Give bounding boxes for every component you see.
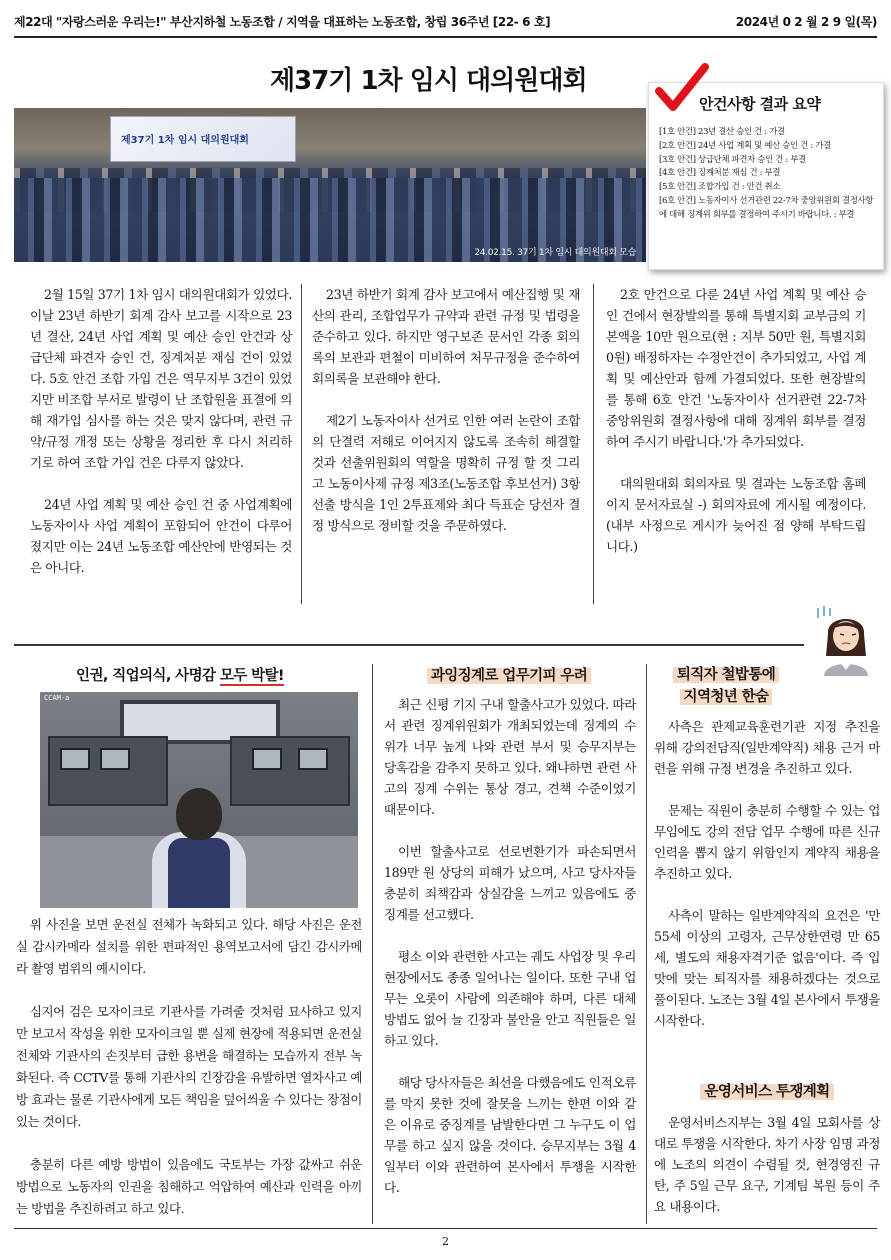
paragraph: 제2기 노동자이사 선거로 인한 여러 논란이 조합의 단결력 저해로 이어지지 않도록 조속히 해결할 것과 선출위원회의 역할을 명확히 규정 할 것 그리고 노동이사제 규정 제3조(노동조합 후보선거) 3항 선출 방식을 1인 2투표제와 최다 득표순 당선자 결정 방식으로 정비할 것을 주문하였다.	[312, 413, 580, 533]
masthead-rule	[14, 36, 877, 38]
masthead-issue: 제22대 "자랑스러운 우리는!" 부산지하철 노동조합 / 지역을 대표하는 노동조합, 창립 36주년 [22- 6 호]	[14, 14, 551, 29]
event-banner	[110, 116, 296, 162]
monitor-screen	[100, 748, 130, 770]
summary-item: [3호 안건] 상급단체 파견자 승인 건 : 부결	[659, 153, 806, 164]
summary-list	[659, 125, 877, 222]
article2-title	[30, 664, 330, 685]
paragraph: 운영서비스지부는 3월 4일 모회사를 상대로 투쟁을 시작한다. 차기 사장 임명 과정에 노조의 의견이 수렴될 것, 현경영진 규탄, 주 5일 근무 요구, 기계팀 복원 등이 주요 내용이다.	[654, 1115, 880, 1214]
monitor-screen	[60, 748, 90, 770]
monitor-screen	[298, 748, 328, 770]
paragraph: 심지어 검은 모자이크로 기관사를 가려줄 것처럼 묘사하고 있지만 보고서 작성을 위한 모자이크일 뿐 실제 현장에 적용되면 운전실 전체와 기관사의 손짓부터 급한 용변을 해결하는 모습까지 전부 녹화된다. 즉 CCTV를 통해 기관사의 긴장감을 유발하면 열차사고 예방 효과는 물론 기관사에게 모든 책임을 덮어씌울 수 있다는 장점이 있는 것이다.	[16, 1004, 362, 1129]
article1-column-3	[606, 284, 866, 557]
masthead-date: 2024년 0 2 월 2 9 일(목)	[735, 14, 877, 29]
article4-body	[654, 716, 880, 1031]
agenda-summary-card	[648, 82, 884, 270]
operator-vest	[168, 838, 230, 908]
article4-title-line2: 지역청년 한숨	[680, 689, 773, 705]
article3-body	[384, 694, 636, 1198]
control-panel-left	[48, 736, 168, 806]
paragraph: 23년 하반기 회계 감사 보고에서 예산집행 및 재산의 관리, 조합업무가 규약과 관련 규정 및 법령을 준수하고 있다. 하지만 영구보존 문서인 각종 회의록의 보관과 편철이 미비하여 처무규정을 준수하여 회의록을 보관해야 한다.	[312, 287, 580, 386]
article4-title	[652, 664, 800, 708]
article5-title	[654, 1080, 880, 1101]
column-divider	[593, 284, 594, 604]
page-number: 2	[442, 1235, 449, 1248]
article1-column-1	[30, 284, 292, 578]
assembly-photo	[14, 108, 646, 262]
summary-item: [4호 안건] 징계처분 재심 건 : 부결	[659, 167, 781, 178]
article1-column-2	[312, 284, 580, 536]
article2-title-emphasis: 모두 박탈!	[219, 668, 284, 684]
driver-cab-photo	[40, 692, 358, 908]
paragraph: 2월 15일 37기 1차 임시 대의원대회가 있었다. 이날 23년 하반기 회계 감사 보고를 시작으로 23년 결산, 24년 사업 계획 및 예산 승인 안건과 상급단체 파견자 승인 건, 징계처분 재심 건이 있었다. 5호 안건 조합 가입 건은 역무지부 3건이 있었지만 비조합 부서로 발령이 난 조합원을 표결에 의해 재가입 심사를 하는 것은 맞지 않다며, 관련 규약/규정 개정 또는 상황을 정리한 후 다시 처리하기로 하여 조합 가입 건은 다루지 않았다.	[30, 287, 292, 470]
column-divider	[301, 284, 302, 604]
column-divider	[646, 664, 647, 1224]
article5-title-text: 운영서비스 투쟁계획	[700, 1084, 833, 1100]
footer-rule	[14, 1228, 877, 1229]
paragraph: 사측은 관제교육훈련기관 지정 추진을 위해 강의전담직(일반계약직) 채용 근거 마련을 위해 규정 변경을 추진하고 있다.	[654, 719, 880, 776]
article3-title-text: 과잉징계로 업무기피 우려	[427, 668, 591, 684]
paragraph: 최근 신평 기지 구내 할출사고가 있었다. 따라서 관련 징계위원회가 개최되었는데 징계의 수위가 너무 높게 나와 관련 부서 및 승무지부는 당혹감을 감추지 못하고 있다. 왜냐하면 관련 사고의 징계 수위는 통상 경고, 견책 수준이었기 때문이다.	[384, 697, 636, 817]
paragraph: 사측이 말하는 일반계약직의 요건은 '만 55세 이상의 고령자, 근무상한연령 만 65세, 별도의 채용자격기준 없음'이다. 즉 입맛에 맞는 퇴직자를 채용하겠다는 것으로 풀이된다. 노조는 3월 4일 본사에서 투쟁을 시작한다.	[654, 908, 880, 1028]
summary-item: [5호 안건] 조합가입 건 : 안건 취소	[659, 181, 781, 192]
article2-body	[16, 914, 362, 1220]
event-banner-text: 제37기 1차 임시 대의원대회	[121, 135, 249, 146]
masthead	[14, 8, 877, 34]
paragraph: 평소 이와 관련한 사고는 궤도 사업장 및 우리 현장에서도 종종 일어나는 일이다. 또한 구내 업무는 오롯이 사람에 의존해야 하며, 다른 대체 방법도 없어 늘 긴장과 불안을 안고 직원들은 일하고 있다.	[384, 949, 636, 1048]
paragraph: 해당 당사자들은 최선을 다했음에도 인적오류를 막지 못한 것에 잘못을 느끼는 한편 이와 같은 이유로 중징계를 남발한다면 그 누구도 이 업무를 하고 싶지 않을 것이다. 승무지부는 3월 4일부터 이와 관련하여 본사에서 투쟁을 시작한다.	[384, 1075, 636, 1195]
paragraph: 대의원대회 회의자료 및 결과는 노동조합 홈페이지 문서자료실 -) 회의자료에 게시될 예정이다.(내부 사정으로 게시가 늦어진 점 양해 부탁드립니다.)	[606, 476, 866, 554]
summary-item: [2호 안건] 24년 사업 계획 및 예산 승인 건 : 가결	[659, 139, 831, 150]
monitor-screen	[252, 748, 282, 770]
paragraph: 이번 할출사고로 선로변환기가 파손되면서 189만 원 상당의 피해가 났으며, 사고 당사자들 충분히 죄책감과 상실감을 느끼고 있음에도 중징계를 선고했다.	[384, 844, 636, 922]
paragraph: 충분히 다른 예방 방법이 있음에도 국토부는 가장 값싸고 쉬운 방법으로 노동자의 인권을 침해하고 억압하여 예산과 인력을 아끼는 방법을 추진하려고 하고 있다.	[16, 1157, 362, 1216]
paragraph: 위 사진을 보면 운전실 전체가 녹화되고 있다. 해당 사진은 운전실 감시카메라 설치를 위한 편파적인 용역보고서에 담긴 감시카메라 촬영 범위의 예시이다.	[16, 917, 362, 976]
operator-head	[176, 788, 222, 840]
camera-label: CCAM-a	[44, 694, 70, 702]
photo-caption: 24.02.15. 37기 1차 임시 대의원대회 모습	[474, 248, 636, 258]
article3-title	[384, 664, 634, 685]
article2-title-main: 인권, 직업의식, 사명감	[76, 668, 220, 684]
summary-item: [1호 안건] 23년 결산 승인 건 : 가결	[659, 126, 785, 136]
paragraph: 24년 사업 계획 및 예산 승인 건 중 사업계획에 노동자이사 사업 계획이 포함되어 안건이 다루어졌지만 이는 24년 노동조합 예산안에 반영되는 것은 아니다.	[30, 497, 292, 575]
worried-woman-icon	[810, 604, 882, 676]
column-divider	[372, 664, 373, 1224]
paragraph: 2호 안건으로 다룬 24년 사업 계획 및 예산 승인 건에서 현장발의를 통해 특별지회 교부금의 기본액을 10만 원으로(현 : 지부 50만 원, 특별지회 0원) 배정하자는 수정안건이 추가되었고, 사업 계획 및 예산안과 함께 가결되었다. 또한 현장발의를 통해 6호 안건 '노동자이사 선거관련 22-7차 중앙위원회 결정사항에 대해 징계위 회부를 결정하여 주시기 바랍니다.'가 추가되었다.	[606, 287, 866, 449]
article5-body	[654, 1112, 880, 1217]
summary-item: [6호 안건] 노동자이사 선거관련 22-7차 중앙위원회 결정사항에 대해 징계위 회부를 결정하여 주시기 바랍니다. : 부결	[659, 194, 874, 219]
control-panel-right	[230, 736, 350, 806]
paragraph: 문제는 직원이 충분히 수행할 수 있는 업무임에도 강의 전담 업무 수행에 따른 신규 인력을 뽑지 않기 위함인지 계약직 채용을 추진하고 있다.	[654, 803, 880, 881]
summary-title: 안건사항 결과 요약	[699, 95, 821, 113]
page-headline: 제37기 1차 임시 대의원대회	[270, 66, 587, 96]
section-separator	[14, 644, 804, 646]
article4-title-line1: 퇴직자 철밥통에	[673, 667, 779, 683]
